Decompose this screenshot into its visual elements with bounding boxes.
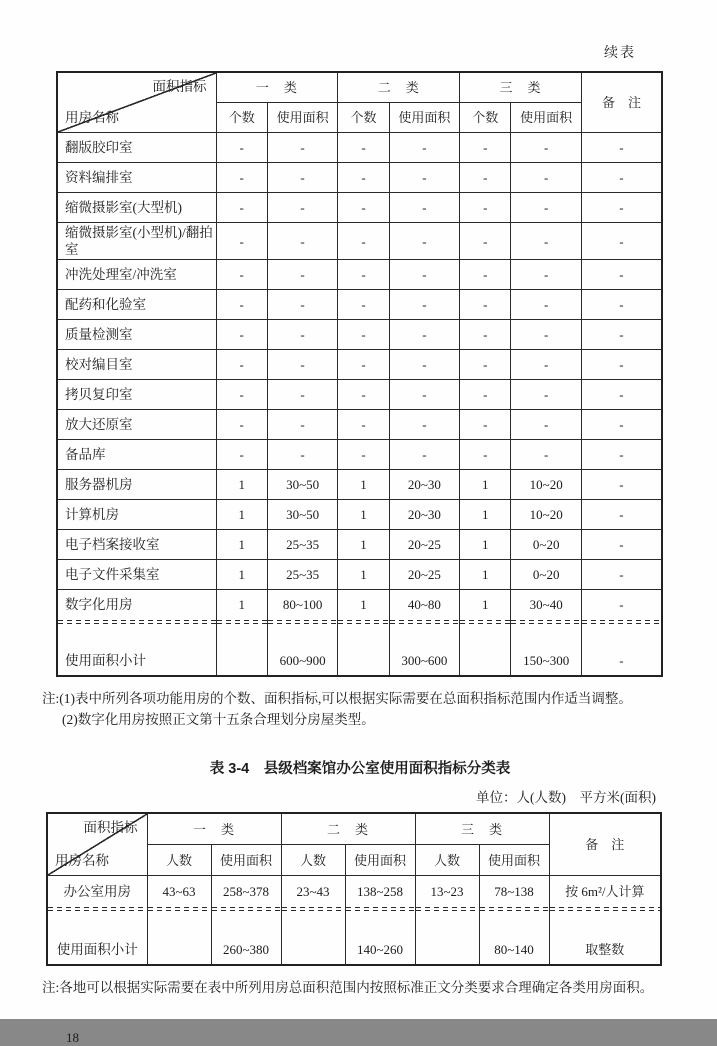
- class-1-header: 一 类: [147, 813, 281, 845]
- table-row: [47, 934, 661, 965]
- value-cell: -: [389, 163, 459, 193]
- table-row: [57, 646, 662, 676]
- room-name-cell: 配药和化验室: [57, 290, 216, 320]
- value-cell: -: [511, 410, 581, 440]
- office-area-indicator-table: [46, 812, 662, 966]
- room-name-cell: 备品库: [57, 440, 216, 470]
- value-cell: -: [216, 163, 267, 193]
- value-cell: 1: [460, 560, 511, 590]
- value-cell: -: [460, 410, 511, 440]
- table-row: [57, 410, 662, 440]
- table-row: [57, 590, 662, 620]
- room-usage-indicator-table: [56, 71, 663, 677]
- value-cell: 78~138: [479, 876, 549, 907]
- value-cell: -: [338, 163, 389, 193]
- class-3-header: 三 类: [415, 813, 549, 845]
- value-cell: -: [460, 133, 511, 163]
- value-cell: 600~900: [267, 646, 337, 676]
- note-line-1: 注:(1)表中所列各项功能用房的个数、面积指标,可以根据实际需要在总面积指标范围内作适当调整。: [42, 691, 632, 706]
- remark-cell: -: [581, 410, 662, 440]
- value-cell: -: [511, 193, 581, 223]
- room-name-cell: 使用面积小计: [47, 934, 147, 965]
- table-row: [57, 470, 662, 500]
- class-2-header: 二 类: [281, 813, 415, 845]
- area-header: 使用面积: [267, 103, 337, 133]
- value-cell: -: [389, 410, 459, 440]
- value-cell: -: [267, 320, 337, 350]
- value-cell: -: [460, 260, 511, 290]
- value-cell: 25~35: [267, 560, 337, 590]
- room-name-cell: 翻版胶印室: [57, 133, 216, 163]
- separator-cell: [479, 906, 549, 934]
- value-cell: -: [389, 350, 459, 380]
- value-cell: -: [267, 440, 337, 470]
- area-header: 使用面积: [345, 845, 415, 876]
- value-cell: -: [511, 223, 581, 260]
- value-cell: -: [267, 350, 337, 380]
- separator-cell: [389, 619, 459, 646]
- room-name-cell: 拷贝复印室: [57, 380, 216, 410]
- value-cell: -: [338, 350, 389, 380]
- value-cell: 80~140: [479, 934, 549, 965]
- value-cell: -: [267, 410, 337, 440]
- corner-room-name-label: 用房名称: [55, 853, 109, 868]
- remark-cell: -: [581, 530, 662, 560]
- value-cell: 1: [338, 530, 389, 560]
- room-name-cell: 缩微摄影室(大型机): [57, 193, 216, 223]
- corner-area-indicator-label: 面积指标: [83, 820, 138, 835]
- remark-cell: -: [581, 320, 662, 350]
- table-row: [57, 133, 662, 163]
- value-cell: -: [216, 380, 267, 410]
- value-cell: -: [511, 320, 581, 350]
- table2-note: 注:各地可以根据实际需要在表中所列用房总面积范围内按照标准正文分类要求合理确定各类用房面积。: [42, 980, 654, 995]
- value-cell: 300~600: [389, 646, 459, 676]
- table-row: [57, 223, 662, 260]
- value-cell: -: [460, 350, 511, 380]
- value-cell: 258~378: [211, 876, 281, 907]
- room-name-cell: 质量检测室: [57, 320, 216, 350]
- value-cell: [415, 934, 479, 965]
- value-cell: -: [389, 260, 459, 290]
- remark-header: 备 注: [581, 72, 662, 133]
- value-cell: -: [460, 223, 511, 260]
- value-cell: 25~35: [267, 530, 337, 560]
- value-cell: 10~20: [511, 470, 581, 500]
- value-cell: -: [267, 260, 337, 290]
- room-name-cell: 电子档案接收室: [57, 530, 216, 560]
- value-cell: -: [267, 223, 337, 260]
- people-count-header: 人数: [147, 845, 211, 876]
- area-header: 使用面积: [211, 845, 281, 876]
- page-number: 18: [66, 1030, 79, 1045]
- remark-cell: -: [581, 590, 662, 620]
- room-name-cell: 计算机房: [57, 500, 216, 530]
- remark-cell: -: [581, 350, 662, 380]
- value-cell: 0~20: [511, 560, 581, 590]
- room-name-cell: 数字化用房: [57, 590, 216, 620]
- value-cell: 0~20: [511, 530, 581, 560]
- value-cell: 1: [338, 560, 389, 590]
- class-3-header: 三 类: [460, 72, 582, 103]
- value-cell: -: [511, 133, 581, 163]
- value-cell: -: [267, 290, 337, 320]
- value-cell: -: [511, 350, 581, 380]
- value-cell: -: [460, 290, 511, 320]
- table-row: [47, 876, 661, 907]
- table2-corner-cell: [47, 813, 147, 876]
- value-cell: 140~260: [345, 934, 415, 965]
- value-cell: 80~100: [267, 590, 337, 620]
- value-cell: 10~20: [511, 500, 581, 530]
- value-cell: -: [338, 260, 389, 290]
- class-2-header: 二 类: [338, 72, 460, 103]
- table-row: [57, 350, 662, 380]
- value-cell: 43~63: [147, 876, 211, 907]
- value-cell: 1: [338, 470, 389, 500]
- value-cell: -: [338, 133, 389, 163]
- value-cell: -: [338, 320, 389, 350]
- separator-cell: [211, 906, 281, 934]
- area-header: 使用面积: [511, 103, 581, 133]
- count-header: 个数: [216, 103, 267, 133]
- value-cell: 1: [338, 590, 389, 620]
- table-row: [57, 560, 662, 590]
- value-cell: -: [389, 133, 459, 163]
- value-cell: 1: [338, 500, 389, 530]
- value-cell: -: [216, 133, 267, 163]
- value-cell: 1: [460, 590, 511, 620]
- table1-notes: [42, 688, 679, 730]
- value-cell: -: [216, 290, 267, 320]
- table-row: [57, 380, 662, 410]
- separator-cell: [57, 619, 216, 646]
- value-cell: -: [338, 193, 389, 223]
- value-cell: 20~30: [389, 470, 459, 500]
- value-cell: 20~25: [389, 560, 459, 590]
- separator-cell: [460, 619, 511, 646]
- remark-cell: -: [581, 560, 662, 590]
- value-cell: -: [338, 410, 389, 440]
- value-cell: 1: [216, 470, 267, 500]
- remark-header: 备 注: [549, 813, 661, 876]
- separator-cell: [415, 906, 479, 934]
- value-cell: -: [460, 440, 511, 470]
- value-cell: -: [267, 380, 337, 410]
- value-cell: [216, 646, 267, 676]
- table-row: [57, 530, 662, 560]
- table1-header-row-1: [57, 72, 662, 103]
- value-cell: 20~25: [389, 530, 459, 560]
- value-cell: -: [389, 290, 459, 320]
- value-cell: -: [338, 380, 389, 410]
- remark-cell: 按 6m²/人计算: [549, 876, 661, 907]
- value-cell: -: [216, 350, 267, 380]
- value-cell: -: [216, 320, 267, 350]
- room-name-cell: 服务器机房: [57, 470, 216, 500]
- value-cell: -: [338, 290, 389, 320]
- table2-header-row-1: [47, 813, 661, 845]
- value-cell: -: [389, 380, 459, 410]
- table-row: [57, 260, 662, 290]
- table2-title: 表 3-4 县级档案馆办公室使用面积指标分类表: [209, 761, 511, 777]
- count-header: 个数: [338, 103, 389, 133]
- remark-cell: -: [581, 440, 662, 470]
- remark-cell: -: [581, 380, 662, 410]
- room-name-cell: 使用面积小计: [57, 646, 216, 676]
- count-header: 个数: [460, 103, 511, 133]
- value-cell: -: [338, 440, 389, 470]
- value-cell: 260~380: [211, 934, 281, 965]
- value-cell: -: [389, 440, 459, 470]
- area-header: 使用面积: [389, 103, 459, 133]
- remark-cell: -: [581, 223, 662, 260]
- value-cell: -: [267, 133, 337, 163]
- room-name-cell: 放大还原室: [57, 410, 216, 440]
- room-name-cell: 资料编排室: [57, 163, 216, 193]
- people-count-header: 人数: [415, 845, 479, 876]
- table-row: [57, 290, 662, 320]
- table-row: [57, 193, 662, 223]
- separator-cell: [511, 619, 581, 646]
- separator-cell: [345, 906, 415, 934]
- value-cell: -: [511, 380, 581, 410]
- room-name-cell: 缩微摄影室(小型机)/翻拍室: [57, 223, 216, 260]
- remark-cell: -: [581, 260, 662, 290]
- room-name-cell: 冲洗处理室/冲洗室: [57, 260, 216, 290]
- value-cell: -: [216, 410, 267, 440]
- corner-area-indicator-label: 面积指标: [152, 79, 207, 94]
- separator-cell: [338, 619, 389, 646]
- table1-body: [57, 133, 662, 677]
- value-cell: [147, 934, 211, 965]
- room-name-cell: 校对编目室: [57, 350, 216, 380]
- table-row: [57, 320, 662, 350]
- room-name-cell: 办公室用房: [47, 876, 147, 907]
- value-cell: -: [338, 223, 389, 260]
- separator-cell: [147, 906, 211, 934]
- separator-cell: [549, 906, 661, 934]
- value-cell: 1: [460, 530, 511, 560]
- separator-cell: [267, 619, 337, 646]
- value-cell: -: [511, 260, 581, 290]
- value-cell: -: [389, 193, 459, 223]
- value-cell: 1: [216, 590, 267, 620]
- table2-body: [47, 876, 661, 966]
- value-cell: -: [216, 223, 267, 260]
- value-cell: -: [216, 260, 267, 290]
- value-cell: -: [511, 290, 581, 320]
- table2-unit-label: 单位：人(人数) 平方米(面积): [476, 790, 656, 805]
- value-cell: 13~23: [415, 876, 479, 907]
- remark-cell: -: [581, 500, 662, 530]
- table-row: [57, 440, 662, 470]
- value-cell: 30~50: [267, 500, 337, 530]
- remark-cell: 取整数: [549, 934, 661, 965]
- people-count-header: 人数: [281, 845, 345, 876]
- remark-cell: -: [581, 133, 662, 163]
- value-cell: 30~50: [267, 470, 337, 500]
- continued-table-label: 续表: [604, 46, 636, 61]
- remark-cell: -: [581, 290, 662, 320]
- table1-corner-cell: [57, 72, 216, 133]
- separator-cell: [281, 906, 345, 934]
- table-row: [57, 163, 662, 193]
- note-line-2: (2)数字化用房按照正文第十五条合理划分房屋类型。: [62, 712, 375, 727]
- separator-cell: [216, 619, 267, 646]
- value-cell: 1: [460, 500, 511, 530]
- value-cell: -: [216, 440, 267, 470]
- value-cell: -: [216, 193, 267, 223]
- value-cell: 1: [216, 500, 267, 530]
- remark-cell: -: [581, 470, 662, 500]
- remark-cell: -: [581, 646, 662, 676]
- remark-cell: -: [581, 193, 662, 223]
- value-cell: [281, 934, 345, 965]
- value-cell: -: [267, 193, 337, 223]
- value-cell: -: [511, 440, 581, 470]
- value-cell: -: [511, 163, 581, 193]
- value-cell: 30~40: [511, 590, 581, 620]
- value-cell: -: [460, 320, 511, 350]
- area-header: 使用面积: [479, 845, 549, 876]
- dashed-separator-row: [47, 906, 661, 934]
- dashed-separator-row: [57, 619, 662, 646]
- separator-cell: [47, 906, 147, 934]
- value-cell: 1: [216, 530, 267, 560]
- table-row: [57, 500, 662, 530]
- separator-cell: [581, 619, 662, 646]
- value-cell: 150~300: [511, 646, 581, 676]
- class-1-header: 一 类: [216, 72, 338, 103]
- value-cell: [338, 646, 389, 676]
- remark-cell: -: [581, 163, 662, 193]
- value-cell: 1: [216, 560, 267, 590]
- room-name-cell: 电子文件采集室: [57, 560, 216, 590]
- value-cell: -: [460, 380, 511, 410]
- value-cell: -: [460, 163, 511, 193]
- corner-room-name-label: 用房名称: [65, 110, 119, 125]
- value-cell: -: [267, 163, 337, 193]
- value-cell: 23~43: [281, 876, 345, 907]
- value-cell: 40~80: [389, 590, 459, 620]
- value-cell: 20~30: [389, 500, 459, 530]
- value-cell: 1: [460, 470, 511, 500]
- value-cell: -: [389, 223, 459, 260]
- value-cell: -: [460, 193, 511, 223]
- value-cell: -: [389, 320, 459, 350]
- value-cell: [460, 646, 511, 676]
- value-cell: 138~258: [345, 876, 415, 907]
